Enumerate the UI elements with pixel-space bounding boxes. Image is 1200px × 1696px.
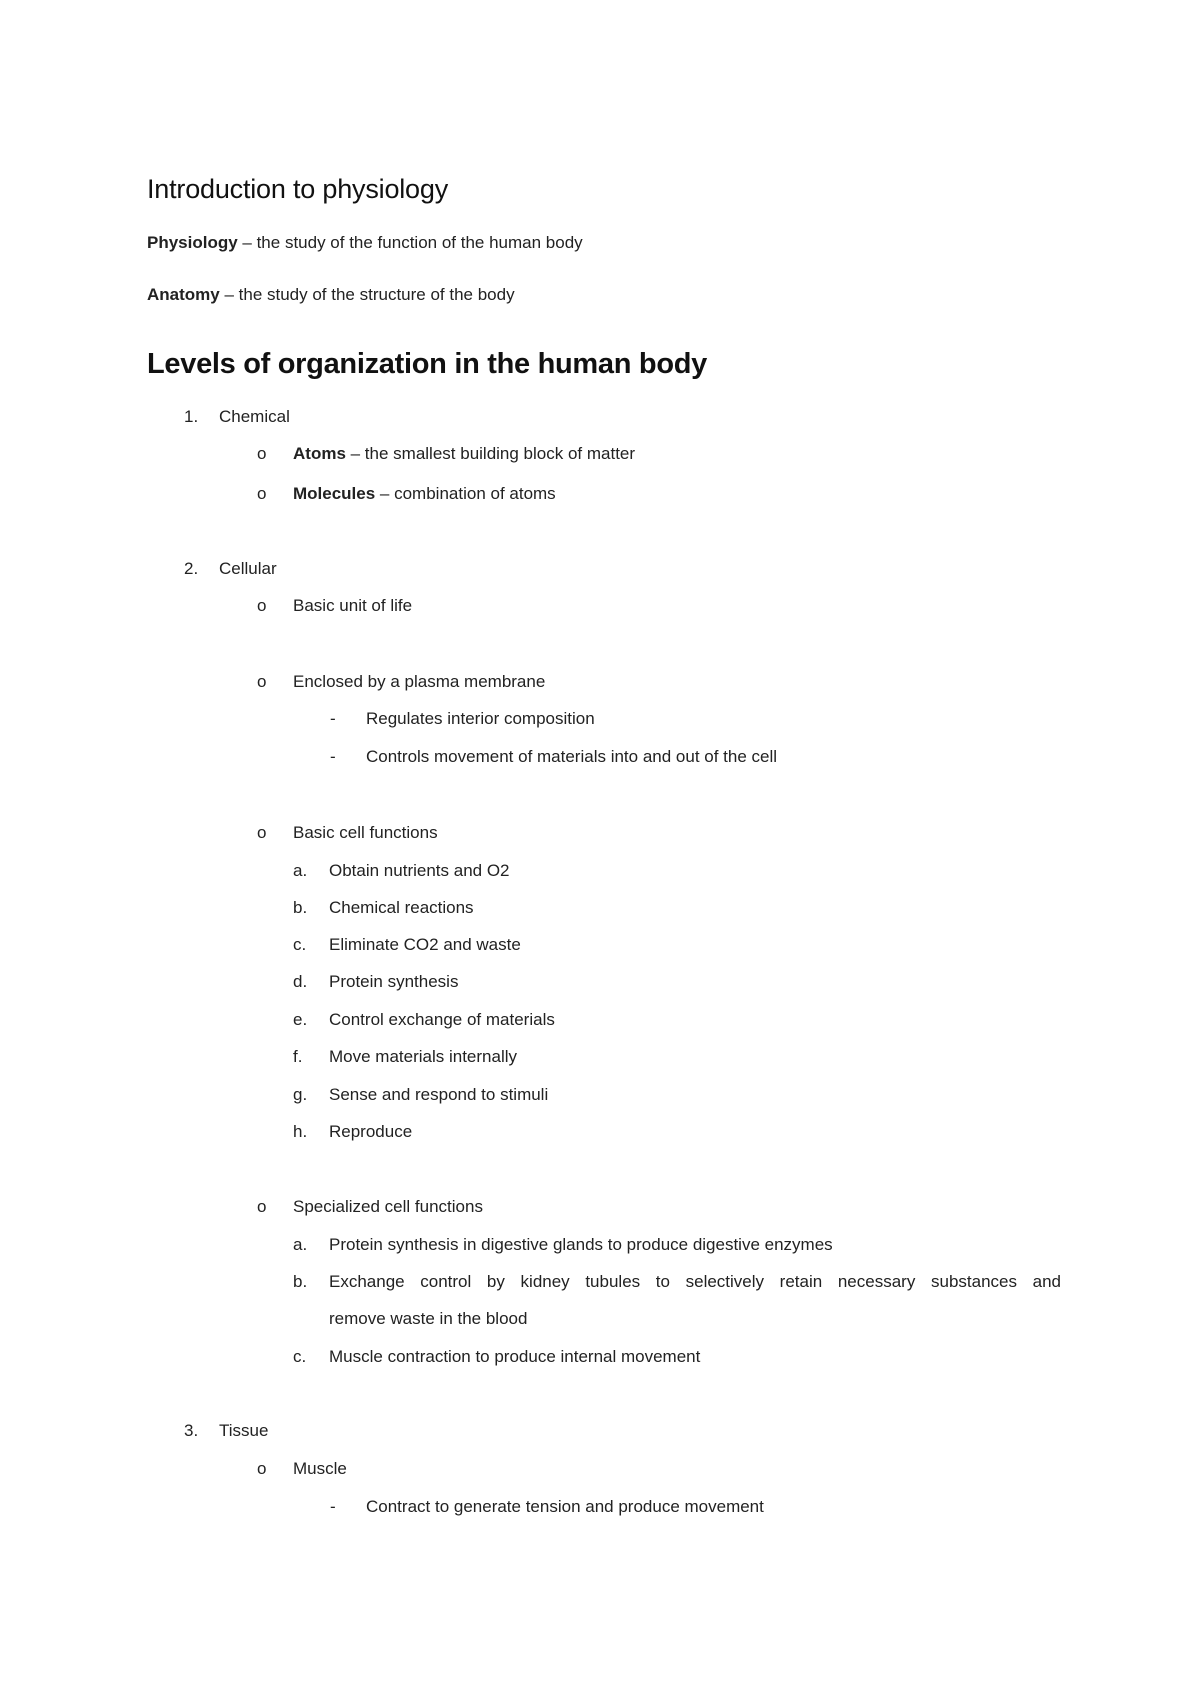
item-text: – the smallest building block of matter xyxy=(345,444,636,463)
bullet-marker: o xyxy=(257,444,267,463)
page-title: Introduction to physiology xyxy=(147,174,448,204)
list-item xyxy=(293,484,556,504)
bullet-marker: o xyxy=(257,672,267,691)
letter-marker: g. xyxy=(293,1085,308,1104)
definition-text: – the study of the structure of the body xyxy=(219,285,515,304)
list-number: 2. xyxy=(184,559,199,578)
letter-marker: c. xyxy=(293,1347,307,1366)
sub-list-item: Obtain nutrients and O2 xyxy=(329,861,510,880)
letter-marker: h. xyxy=(293,1122,308,1141)
sub-list-item: Eliminate CO2 and waste xyxy=(329,935,521,954)
definition-text: – the study of the function of the human body xyxy=(237,233,583,252)
sub-list-item: Exchange control by kidney tubules to selectively retain necessary substances and xyxy=(329,1272,1061,1291)
list-item: Enclosed by a plasma membrane xyxy=(293,672,546,691)
item-term: Molecules xyxy=(293,484,376,503)
sub-list-item: Protein synthesis xyxy=(329,972,459,991)
item-term: Atoms xyxy=(293,444,346,463)
letter-marker: a. xyxy=(293,1235,308,1254)
list-number: 1. xyxy=(184,407,199,426)
bullet-marker: o xyxy=(257,823,267,842)
sub-list-item: Sense and respond to stimuli xyxy=(329,1085,549,1104)
sub-list-item: Contract to generate tension and produce movement xyxy=(366,1497,764,1516)
sub-list-item: Protein synthesis in digestive glands to produce digestive enzymes xyxy=(329,1235,833,1254)
list-number: 3. xyxy=(184,1421,199,1440)
letter-marker: a. xyxy=(293,861,308,880)
definition-term: Anatomy xyxy=(147,285,220,304)
letter-marker: b. xyxy=(293,1272,308,1291)
definition-physiology xyxy=(147,233,583,253)
sub-list-item: Muscle contraction to produce internal movement xyxy=(329,1347,701,1366)
letter-marker: d. xyxy=(293,972,308,991)
definition-anatomy xyxy=(147,285,515,305)
list-item xyxy=(293,444,635,464)
letter-marker: c. xyxy=(293,935,307,954)
bullet-marker: o xyxy=(257,484,267,503)
dash-marker: - xyxy=(330,709,336,728)
section-heading: Levels of organization in the human body xyxy=(147,348,707,380)
definition-term: Physiology xyxy=(147,233,238,252)
sub-list-item: Regulates interior composition xyxy=(366,709,595,728)
letter-marker: b. xyxy=(293,898,308,917)
list-item: Specialized cell functions xyxy=(293,1197,483,1216)
list-item: Basic cell functions xyxy=(293,823,438,842)
sub-list-item: Control exchange of materials xyxy=(329,1010,555,1029)
bullet-marker: o xyxy=(257,1459,267,1478)
bullet-marker: o xyxy=(257,596,267,615)
sub-list-item: Move materials internally xyxy=(329,1047,518,1066)
bullet-marker: o xyxy=(257,1197,267,1216)
level-label-tissue: Tissue xyxy=(219,1421,269,1440)
item-text: – combination of atoms xyxy=(375,484,556,503)
sub-list-item: Reproduce xyxy=(329,1122,413,1141)
list-item: Muscle xyxy=(293,1459,347,1478)
level-label-cellular: Cellular xyxy=(219,559,277,578)
letter-marker: f. xyxy=(293,1047,303,1066)
dash-marker: - xyxy=(330,1497,336,1516)
sub-list-item-continuation: remove waste in the blood xyxy=(329,1309,528,1328)
letter-marker: e. xyxy=(293,1010,308,1029)
sub-list-item: Controls movement of materials into and out of the cell xyxy=(366,747,778,766)
level-label-chemical: Chemical xyxy=(219,407,290,426)
list-item: Basic unit of life xyxy=(293,596,413,615)
dash-marker: - xyxy=(330,747,336,766)
sub-list-item: Chemical reactions xyxy=(329,898,474,917)
